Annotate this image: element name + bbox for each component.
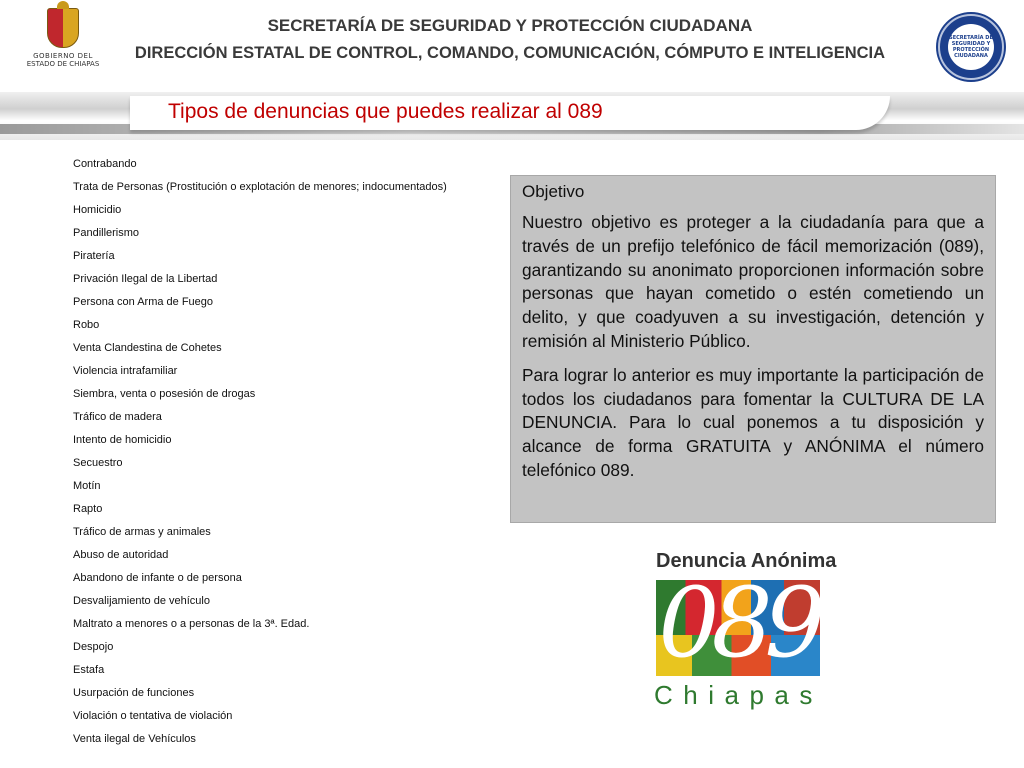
list-item: Privación Ilegal de la Libertad [73, 273, 218, 285]
brand-089-logo [656, 580, 820, 676]
list-item: Tráfico de madera [73, 411, 162, 423]
objective-box [510, 175, 996, 523]
list-item: Maltrato a menores o a personas de la 3ª. Edad. [73, 618, 310, 630]
complaint-types-list [73, 153, 493, 751]
brand-number: 089 [658, 580, 818, 676]
objective-title: Objetivo [522, 182, 585, 201]
page-subtitle: Tipos de denuncias que puedes realizar al 089 [168, 100, 603, 123]
list-item: Persona con Arma de Fuego [73, 296, 214, 308]
list-item: Rapto [73, 503, 103, 515]
brand-title: Denuncia Anónima [656, 550, 837, 572]
coat-of-arms-icon [47, 8, 79, 48]
list-item: Pandillerismo [73, 227, 140, 239]
gov-logo-line2: ESTADO DE CHIAPAS [26, 60, 100, 68]
list-item: Homicidio [73, 204, 122, 216]
list-item: Venta ilegal de Vehículos [73, 733, 196, 745]
list-item: Abuso de autoridad [73, 549, 169, 561]
list-item: Desvalijamiento de vehículo [73, 595, 210, 607]
secretariat-seal [938, 14, 1004, 80]
header-title-line1: SECRETARÍA DE SEGURIDAD Y PROTECCIÓN CIUDADANA [267, 16, 753, 35]
list-item: Secuestro [73, 457, 123, 469]
list-item: Robo [73, 319, 100, 331]
list-item: Motín [73, 480, 101, 492]
list-item: Venta Clandestina de Cohetes [73, 342, 222, 354]
list-item: Tráfico de armas y animales [73, 526, 211, 538]
header [0, 0, 1024, 92]
seal-text: SECRETARÍA DE SEGURIDAD Y PROTECCIÓN CIUDADANA [948, 24, 994, 70]
list-item: Abandono de infante o de persona [73, 572, 242, 584]
header-title-line2: DIRECCIÓN ESTATAL DE CONTROL, COMANDO, COMUNICACIÓN, CÓMPUTO E INTELIGENCIA [134, 44, 886, 62]
objective-paragraph-2: Para lograr lo anterior es muy importante la participación de todos los ciudadanos para fomentar la CULTURA DE LA DENUNCIA. Para lo cual ponemos a tu disposición y alcance de forma GRATUITA y ANÓNIMA el número telefónico 089. [522, 364, 984, 480]
list-item: Despojo [73, 641, 114, 653]
list-item: Usurpación de funciones [73, 687, 195, 699]
list-item: Violación o tentativa de violación [73, 710, 233, 722]
list-item: Estafa [73, 664, 105, 676]
government-logo [22, 8, 104, 70]
list-item: Siembra, venta o posesión de drogas [73, 388, 256, 400]
list-item: Contrabando [73, 158, 137, 170]
brand-subtitle: Chiapas [654, 680, 823, 710]
list-item: Violencia intrafamiliar [73, 365, 178, 377]
list-item: Trata de Personas (Prostitución o explotación de menores; indocumentados) [73, 181, 447, 193]
objective-paragraph-1: Nuestro objetivo es proteger a la ciudadanía para que a través de un prefijo telefónico de fácil memorización (089), garantizando su anonimato proporcionen información sobre personas que hayan cometido o estén cometiendo un delito, y que coadyuven a su investigación, detención y remisión al Ministerio Público. [522, 212, 984, 351]
list-item: Intento de homicidio [73, 434, 172, 446]
gov-logo-line1: GOBIERNO DEL [33, 52, 93, 60]
list-item: Piratería [73, 250, 115, 262]
